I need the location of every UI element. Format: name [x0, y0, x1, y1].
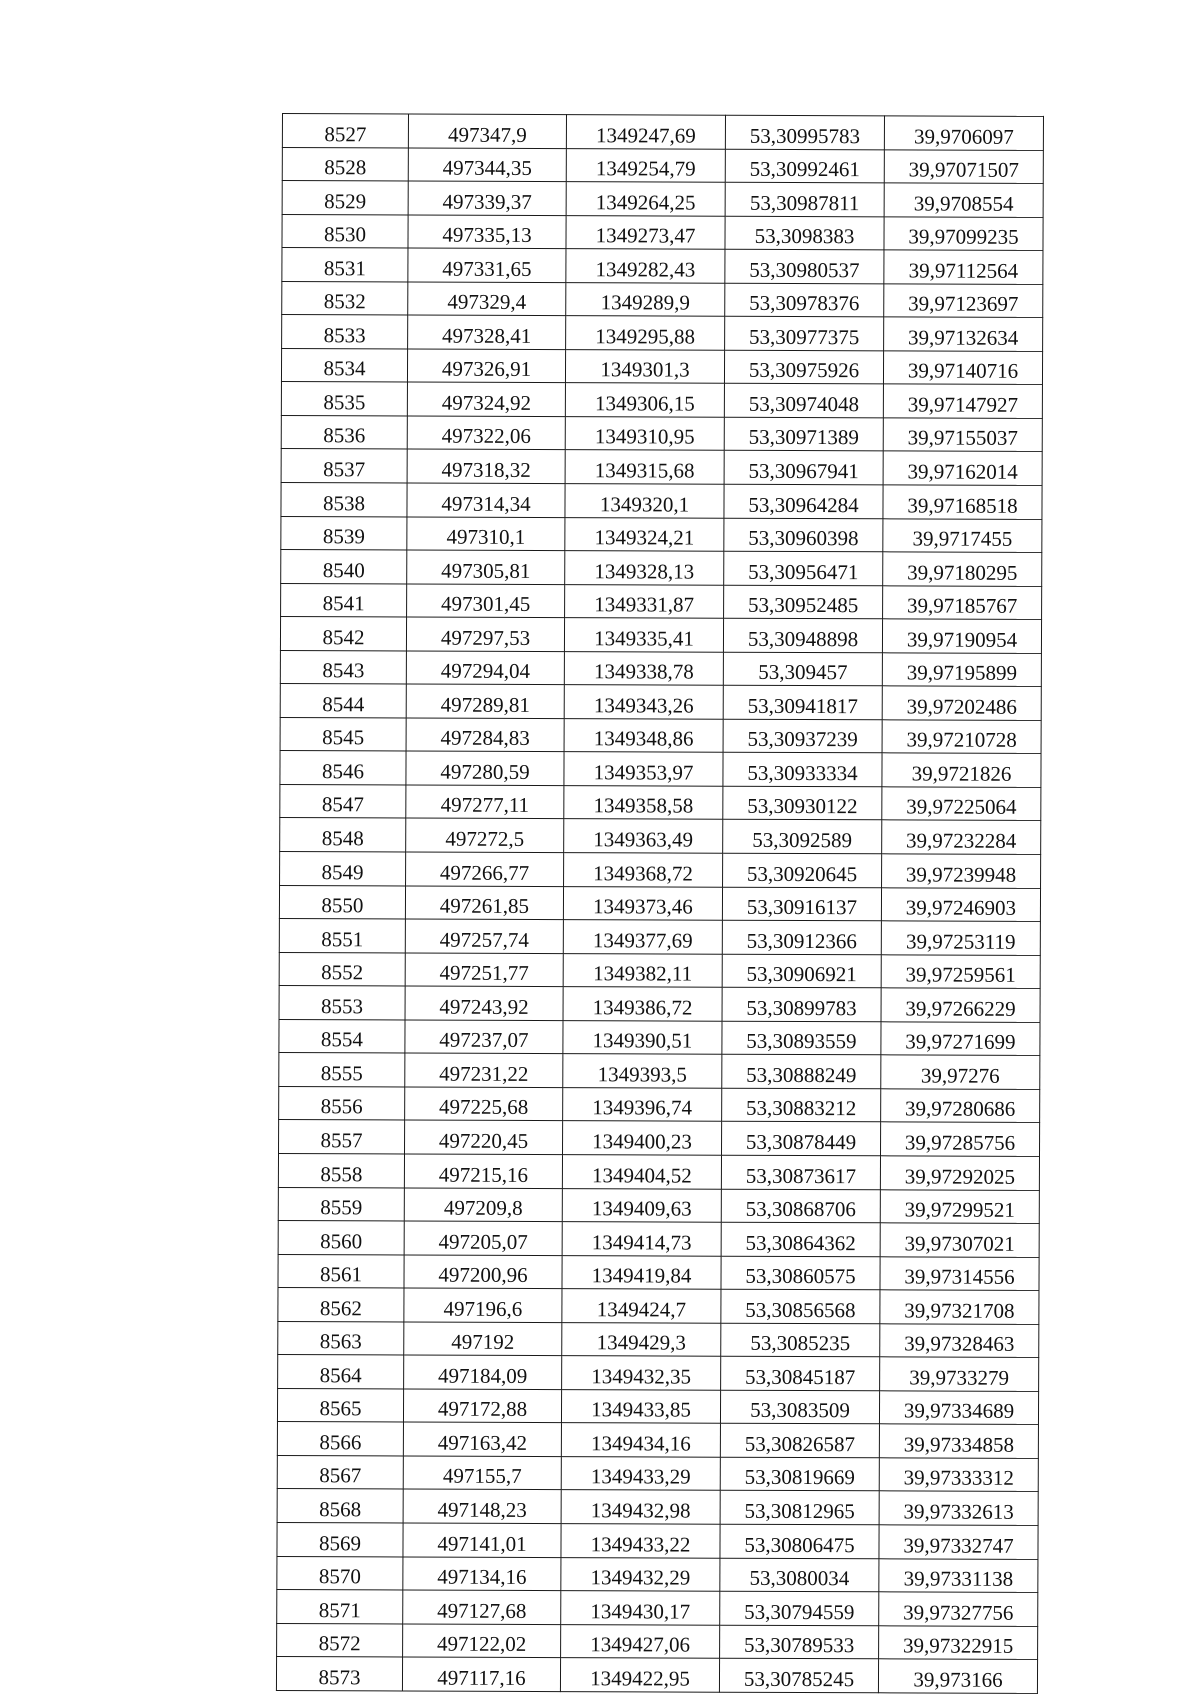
x-coordinate-cell: 497148,23 — [403, 1489, 561, 1523]
latitude-cell: 53,30948898 — [723, 618, 882, 652]
x-coordinate-cell: 497284,83 — [406, 718, 564, 752]
x-coordinate-cell: 497266,77 — [406, 852, 564, 886]
longitude-cell: 39,97190954 — [882, 619, 1041, 653]
latitude-cell: 53,30812965 — [720, 1491, 879, 1525]
latitude-cell: 53,30977375 — [725, 316, 884, 350]
longitude-cell: 39,97239948 — [882, 854, 1041, 888]
x-coordinate-cell: 497335,13 — [408, 215, 566, 249]
longitude-cell: 39,97327756 — [879, 1592, 1038, 1626]
x-coordinate-cell: 497215,16 — [404, 1154, 562, 1188]
point-number-cell: 8537 — [281, 449, 407, 483]
y-coordinate-cell: 1349363,49 — [564, 819, 723, 853]
point-number-cell: 8532 — [282, 281, 408, 315]
x-coordinate-cell: 497347,9 — [408, 114, 566, 148]
longitude-cell: 39,9708554 — [884, 183, 1043, 217]
latitude-cell: 53,30819669 — [720, 1457, 879, 1491]
y-coordinate-cell: 1349343,26 — [564, 685, 723, 719]
y-coordinate-cell: 1349433,22 — [561, 1524, 720, 1558]
point-number-cell: 8544 — [280, 684, 406, 718]
latitude-cell: 53,30864362 — [721, 1222, 880, 1256]
x-coordinate-cell: 497155,7 — [403, 1456, 561, 1490]
table-row — [280, 751, 1041, 787]
table-row — [281, 583, 1042, 619]
x-coordinate-cell: 497261,85 — [405, 886, 563, 920]
y-coordinate-cell: 1349377,69 — [563, 920, 722, 954]
x-coordinate-cell: 497163,42 — [403, 1422, 561, 1456]
latitude-cell: 53,30971389 — [724, 417, 883, 451]
longitude-cell: 39,9733279 — [880, 1357, 1039, 1391]
table-row — [279, 1120, 1040, 1156]
table-row — [278, 1254, 1039, 1290]
longitude-cell: 39,9706097 — [884, 116, 1043, 150]
point-number-cell: 8559 — [278, 1187, 404, 1221]
x-coordinate-cell: 497305,81 — [407, 550, 565, 584]
table-row — [281, 516, 1042, 552]
point-number-cell: 8535 — [281, 382, 407, 416]
longitude-cell: 39,97123697 — [884, 284, 1043, 318]
table-row — [278, 1355, 1039, 1391]
longitude-cell: 39,97180295 — [883, 552, 1042, 586]
latitude-cell: 53,30992461 — [725, 149, 884, 183]
y-coordinate-cell: 1349400,23 — [563, 1121, 722, 1155]
latitude-cell: 53,30975926 — [724, 350, 883, 384]
longitude-cell: 39,97147927 — [883, 384, 1042, 418]
y-coordinate-cell: 1349324,21 — [565, 517, 724, 551]
longitude-cell: 39,97202486 — [882, 686, 1041, 720]
x-coordinate-cell: 497297,53 — [406, 617, 564, 651]
point-number-cell: 8540 — [281, 550, 407, 584]
y-coordinate-cell: 1349254,79 — [566, 148, 725, 182]
x-coordinate-cell: 497310,1 — [407, 517, 565, 551]
point-number-cell: 8534 — [281, 348, 407, 382]
table-row — [282, 281, 1043, 317]
point-number-cell: 8528 — [282, 147, 408, 181]
y-coordinate-cell: 1349289,9 — [566, 282, 725, 316]
y-coordinate-cell: 1349393,5 — [563, 1054, 722, 1088]
latitude-cell: 53,309457 — [723, 652, 882, 686]
longitude-cell: 39,97292025 — [880, 1156, 1039, 1190]
table-row — [280, 818, 1041, 854]
y-coordinate-cell: 1349353,97 — [564, 752, 723, 786]
y-coordinate-cell: 1349310,95 — [565, 417, 724, 451]
longitude-cell: 39,97155037 — [883, 418, 1042, 452]
point-number-cell: 8568 — [277, 1489, 403, 1523]
table-row — [277, 1388, 1038, 1424]
y-coordinate-cell: 1349264,25 — [566, 182, 725, 216]
point-number-cell: 8533 — [282, 315, 408, 349]
x-coordinate-cell: 497328,41 — [408, 315, 566, 349]
x-coordinate-cell: 497344,35 — [408, 148, 566, 182]
table-row — [281, 348, 1042, 384]
point-number-cell: 8556 — [279, 1086, 405, 1120]
latitude-cell: 53,30899783 — [722, 987, 881, 1021]
longitude-cell: 39,97271699 — [881, 1022, 1040, 1056]
longitude-cell: 39,97253119 — [881, 921, 1040, 955]
latitude-cell: 53,30974048 — [724, 384, 883, 418]
x-coordinate-cell: 497237,07 — [405, 1020, 563, 1054]
y-coordinate-cell: 1349429,3 — [562, 1322, 721, 1356]
longitude-cell: 39,97071507 — [884, 149, 1043, 183]
longitude-cell: 39,97266229 — [881, 988, 1040, 1022]
point-number-cell: 8530 — [282, 214, 408, 248]
y-coordinate-cell: 1349368,72 — [564, 853, 723, 887]
y-coordinate-cell: 1349358,58 — [564, 786, 723, 820]
table-row — [277, 1522, 1038, 1558]
table-row — [277, 1590, 1038, 1626]
longitude-cell: 39,97259561 — [881, 954, 1040, 988]
table-row — [278, 1288, 1039, 1324]
point-number-cell: 8541 — [281, 583, 407, 617]
point-number-cell: 8548 — [280, 818, 406, 852]
y-coordinate-cell: 1349404,52 — [562, 1155, 721, 1189]
point-number-cell: 8545 — [280, 717, 406, 751]
latitude-cell: 53,3083509 — [720, 1390, 879, 1424]
y-coordinate-cell: 1349306,15 — [565, 383, 724, 417]
latitude-cell: 53,30978376 — [725, 283, 884, 317]
latitude-cell: 53,30920645 — [723, 853, 882, 887]
y-coordinate-cell: 1349390,51 — [563, 1020, 722, 1054]
table-row — [282, 114, 1043, 150]
table-row — [281, 483, 1042, 519]
y-coordinate-cell: 1349320,1 — [565, 484, 724, 518]
table-row — [278, 1187, 1039, 1223]
table-row — [280, 617, 1041, 653]
latitude-cell: 53,30868706 — [721, 1189, 880, 1223]
latitude-cell: 53,3080034 — [720, 1558, 879, 1592]
longitude-cell: 39,97185767 — [883, 585, 1042, 619]
table-row — [279, 885, 1040, 921]
longitude-cell: 39,97162014 — [883, 451, 1042, 485]
x-coordinate-cell: 497318,32 — [407, 449, 565, 483]
table-row — [277, 1489, 1038, 1525]
point-number-cell: 8536 — [281, 415, 407, 449]
x-coordinate-cell: 497172,88 — [403, 1389, 561, 1423]
y-coordinate-cell: 1349273,47 — [566, 215, 725, 249]
table-row — [277, 1422, 1038, 1458]
x-coordinate-cell: 497225,68 — [405, 1087, 563, 1121]
longitude-cell: 39,97285756 — [881, 1122, 1040, 1156]
latitude-cell: 53,30794559 — [720, 1591, 879, 1625]
y-coordinate-cell: 1349432,35 — [562, 1356, 721, 1390]
latitude-cell: 53,30888249 — [722, 1055, 881, 1089]
table-row — [282, 315, 1043, 351]
x-coordinate-cell: 497205,07 — [404, 1221, 562, 1255]
longitude-cell: 39,97332747 — [879, 1525, 1038, 1559]
longitude-cell: 39,973166 — [878, 1659, 1037, 1693]
table-row — [281, 382, 1042, 418]
x-coordinate-cell: 497329,4 — [408, 282, 566, 316]
table-row — [278, 1221, 1039, 1257]
latitude-cell: 53,30995783 — [725, 115, 884, 149]
x-coordinate-cell: 497127,68 — [403, 1590, 561, 1624]
x-coordinate-cell: 497141,01 — [403, 1523, 561, 1557]
point-number-cell: 8573 — [276, 1657, 402, 1691]
point-number-cell: 8572 — [277, 1623, 403, 1657]
point-number-cell: 8564 — [278, 1355, 404, 1389]
longitude-cell: 39,9721826 — [882, 753, 1041, 787]
coordinates-table — [276, 113, 1044, 1694]
y-coordinate-cell: 1349348,86 — [564, 718, 723, 752]
latitude-cell: 53,30960398 — [724, 518, 883, 552]
point-number-cell: 8550 — [279, 885, 405, 919]
x-coordinate-cell: 497331,65 — [408, 248, 566, 282]
y-coordinate-cell: 1349424,7 — [562, 1289, 721, 1323]
point-number-cell: 8539 — [281, 516, 407, 550]
x-coordinate-cell: 497184,09 — [404, 1355, 562, 1389]
table-row — [277, 1556, 1038, 1592]
y-coordinate-cell: 1349386,72 — [563, 987, 722, 1021]
longitude-cell: 39,97225064 — [882, 787, 1041, 821]
latitude-cell: 53,30930122 — [723, 786, 882, 820]
y-coordinate-cell: 1349373,46 — [563, 886, 722, 920]
point-number-cell: 8570 — [277, 1556, 403, 1590]
latitude-cell: 53,30967941 — [724, 451, 883, 485]
y-coordinate-cell: 1349335,41 — [564, 618, 723, 652]
point-number-cell: 8562 — [278, 1288, 404, 1322]
latitude-cell: 53,30941817 — [723, 685, 882, 719]
latitude-cell: 53,3092589 — [723, 820, 882, 854]
y-coordinate-cell: 1349432,98 — [561, 1490, 720, 1524]
y-coordinate-cell: 1349396,74 — [563, 1087, 722, 1121]
longitude-cell: 39,97331138 — [879, 1558, 1038, 1592]
y-coordinate-cell: 1349295,88 — [566, 316, 725, 350]
point-number-cell: 8531 — [282, 248, 408, 282]
point-number-cell: 8558 — [278, 1153, 404, 1187]
latitude-cell: 53,3085235 — [721, 1323, 880, 1357]
y-coordinate-cell: 1349414,73 — [562, 1222, 721, 1256]
x-coordinate-cell: 497322,06 — [407, 416, 565, 450]
y-coordinate-cell: 1349338,78 — [564, 651, 723, 685]
latitude-cell: 53,30785245 — [719, 1658, 878, 1692]
y-coordinate-cell: 1349315,68 — [565, 450, 724, 484]
latitude-cell: 53,30980537 — [725, 249, 884, 283]
longitude-cell: 39,97195899 — [882, 653, 1041, 687]
longitude-cell: 39,97334858 — [879, 1424, 1038, 1458]
table-row — [279, 952, 1040, 988]
table-row — [280, 684, 1041, 720]
latitude-cell: 53,30893559 — [722, 1021, 881, 1055]
table-row — [280, 717, 1041, 753]
x-coordinate-cell: 497192 — [404, 1322, 562, 1356]
x-coordinate-cell: 497251,77 — [405, 953, 563, 987]
x-coordinate-cell: 497134,16 — [403, 1556, 561, 1590]
longitude-cell: 39,97314556 — [880, 1256, 1039, 1290]
table-row — [277, 1623, 1038, 1659]
x-coordinate-cell: 497220,45 — [405, 1120, 563, 1154]
longitude-cell: 39,97276 — [881, 1055, 1040, 1089]
latitude-cell: 53,30987811 — [725, 182, 884, 216]
table-row — [281, 449, 1042, 485]
coordinates-table-body — [276, 114, 1043, 1694]
latitude-cell: 53,30883212 — [722, 1088, 881, 1122]
x-coordinate-cell: 497200,96 — [404, 1255, 562, 1289]
point-number-cell: 8551 — [279, 919, 405, 953]
y-coordinate-cell: 1349331,87 — [565, 584, 724, 618]
table-row — [281, 550, 1042, 586]
point-number-cell: 8546 — [280, 751, 406, 785]
x-coordinate-cell: 497301,45 — [407, 584, 565, 618]
point-number-cell: 8549 — [280, 852, 406, 886]
y-coordinate-cell: 1349382,11 — [563, 953, 722, 987]
point-number-cell: 8543 — [280, 650, 406, 684]
y-coordinate-cell: 1349433,29 — [561, 1456, 720, 1490]
y-coordinate-cell: 1349419,84 — [562, 1255, 721, 1289]
x-coordinate-cell: 497209,8 — [404, 1187, 562, 1221]
x-coordinate-cell: 497339,37 — [408, 181, 566, 215]
latitude-cell: 53,3098383 — [725, 216, 884, 250]
longitude-cell: 39,97232284 — [882, 820, 1041, 854]
y-coordinate-cell: 1349434,16 — [561, 1423, 720, 1457]
point-number-cell: 8553 — [279, 986, 405, 1020]
latitude-cell: 53,30912366 — [722, 920, 881, 954]
longitude-cell: 39,97112564 — [884, 250, 1043, 284]
longitude-cell: 39,97210728 — [882, 720, 1041, 754]
y-coordinate-cell: 1349247,69 — [566, 115, 725, 149]
longitude-cell: 39,97132634 — [884, 317, 1043, 351]
table-row — [277, 1455, 1038, 1491]
point-number-cell: 8547 — [280, 784, 406, 818]
longitude-cell: 39,97334689 — [879, 1391, 1038, 1425]
latitude-cell: 53,30937239 — [723, 719, 882, 753]
y-coordinate-cell: 1349430,17 — [561, 1591, 720, 1625]
table-row — [279, 1019, 1040, 1055]
longitude-cell: 39,97307021 — [880, 1223, 1039, 1257]
point-number-cell: 8563 — [278, 1321, 404, 1355]
x-coordinate-cell: 497326,91 — [407, 349, 565, 383]
x-coordinate-cell: 497314,34 — [407, 483, 565, 517]
table-row — [281, 415, 1042, 451]
latitude-cell: 53,30878449 — [722, 1122, 881, 1156]
table-row — [280, 852, 1041, 888]
x-coordinate-cell: 497289,81 — [406, 684, 564, 718]
latitude-cell: 53,30952485 — [724, 585, 883, 619]
table-row — [282, 181, 1043, 217]
y-coordinate-cell: 1349433,85 — [561, 1389, 720, 1423]
point-number-cell: 8557 — [279, 1120, 405, 1154]
longitude-cell: 39,97328463 — [880, 1323, 1039, 1357]
longitude-cell: 39,97280686 — [881, 1089, 1040, 1123]
point-number-cell: 8529 — [282, 181, 408, 215]
point-number-cell: 8569 — [277, 1522, 403, 1556]
table-row — [278, 1153, 1039, 1189]
x-coordinate-cell: 497243,92 — [405, 986, 563, 1020]
y-coordinate-cell: 1349301,3 — [565, 349, 724, 383]
longitude-cell: 39,97099235 — [884, 216, 1043, 250]
x-coordinate-cell: 497122,02 — [403, 1624, 561, 1658]
table-row — [279, 919, 1040, 955]
table-row — [282, 248, 1043, 284]
x-coordinate-cell: 497280,59 — [406, 751, 564, 785]
point-number-cell: 8566 — [277, 1422, 403, 1456]
latitude-cell: 53,30860575 — [721, 1256, 880, 1290]
point-number-cell: 8552 — [279, 952, 405, 986]
x-coordinate-cell: 497294,04 — [406, 651, 564, 685]
table-row — [279, 986, 1040, 1022]
point-number-cell: 8555 — [279, 1053, 405, 1087]
point-number-cell: 8565 — [277, 1388, 403, 1422]
latitude-cell: 53,30873617 — [721, 1155, 880, 1189]
table-row — [280, 784, 1041, 820]
longitude-cell: 39,97332613 — [879, 1491, 1038, 1525]
x-coordinate-cell: 497196,6 — [404, 1288, 562, 1322]
latitude-cell: 53,30906921 — [722, 954, 881, 988]
table-row — [280, 650, 1041, 686]
table-row — [282, 214, 1043, 250]
longitude-cell: 39,97246903 — [881, 887, 1040, 921]
x-coordinate-cell: 497117,16 — [402, 1657, 560, 1691]
table-row — [278, 1321, 1039, 1357]
latitude-cell: 53,30964284 — [724, 484, 883, 518]
x-coordinate-cell: 497272,5 — [406, 818, 564, 852]
longitude-cell: 39,97168518 — [883, 485, 1042, 519]
longitude-cell: 39,97322915 — [879, 1625, 1038, 1659]
latitude-cell: 53,30789533 — [720, 1625, 879, 1659]
latitude-cell: 53,30933334 — [723, 753, 882, 787]
x-coordinate-cell: 497324,92 — [407, 382, 565, 416]
latitude-cell: 53,30845187 — [721, 1356, 880, 1390]
x-coordinate-cell: 497277,11 — [406, 785, 564, 819]
table-row — [279, 1053, 1040, 1089]
table-row — [276, 1657, 1037, 1693]
table-row — [282, 147, 1043, 183]
latitude-cell: 53,30916137 — [722, 887, 881, 921]
longitude-cell: 39,9717455 — [883, 518, 1042, 552]
point-number-cell: 8542 — [280, 617, 406, 651]
longitude-cell: 39,97321708 — [880, 1290, 1039, 1324]
point-number-cell: 8538 — [281, 483, 407, 517]
table-row — [279, 1086, 1040, 1122]
point-number-cell: 8571 — [277, 1590, 403, 1624]
y-coordinate-cell: 1349427,06 — [561, 1624, 720, 1658]
y-coordinate-cell: 1349422,95 — [560, 1658, 719, 1692]
longitude-cell: 39,97299521 — [880, 1189, 1039, 1223]
latitude-cell: 53,30806475 — [720, 1524, 879, 1558]
y-coordinate-cell: 1349328,13 — [565, 551, 724, 585]
x-coordinate-cell: 497231,22 — [405, 1053, 563, 1087]
longitude-cell: 39,97333312 — [879, 1458, 1038, 1492]
point-number-cell: 8527 — [282, 114, 408, 148]
latitude-cell: 53,30826587 — [720, 1424, 879, 1458]
latitude-cell: 53,30956471 — [724, 551, 883, 585]
y-coordinate-cell: 1349432,29 — [561, 1557, 720, 1591]
x-coordinate-cell: 497257,74 — [405, 919, 563, 953]
longitude-cell: 39,97140716 — [883, 351, 1042, 385]
point-number-cell: 8561 — [278, 1254, 404, 1288]
y-coordinate-cell: 1349409,63 — [562, 1188, 721, 1222]
latitude-cell: 53,30856568 — [721, 1289, 880, 1323]
y-coordinate-cell: 1349282,43 — [566, 249, 725, 283]
point-number-cell: 8567 — [277, 1455, 403, 1489]
point-number-cell: 8554 — [279, 1019, 405, 1053]
point-number-cell: 8560 — [278, 1221, 404, 1255]
